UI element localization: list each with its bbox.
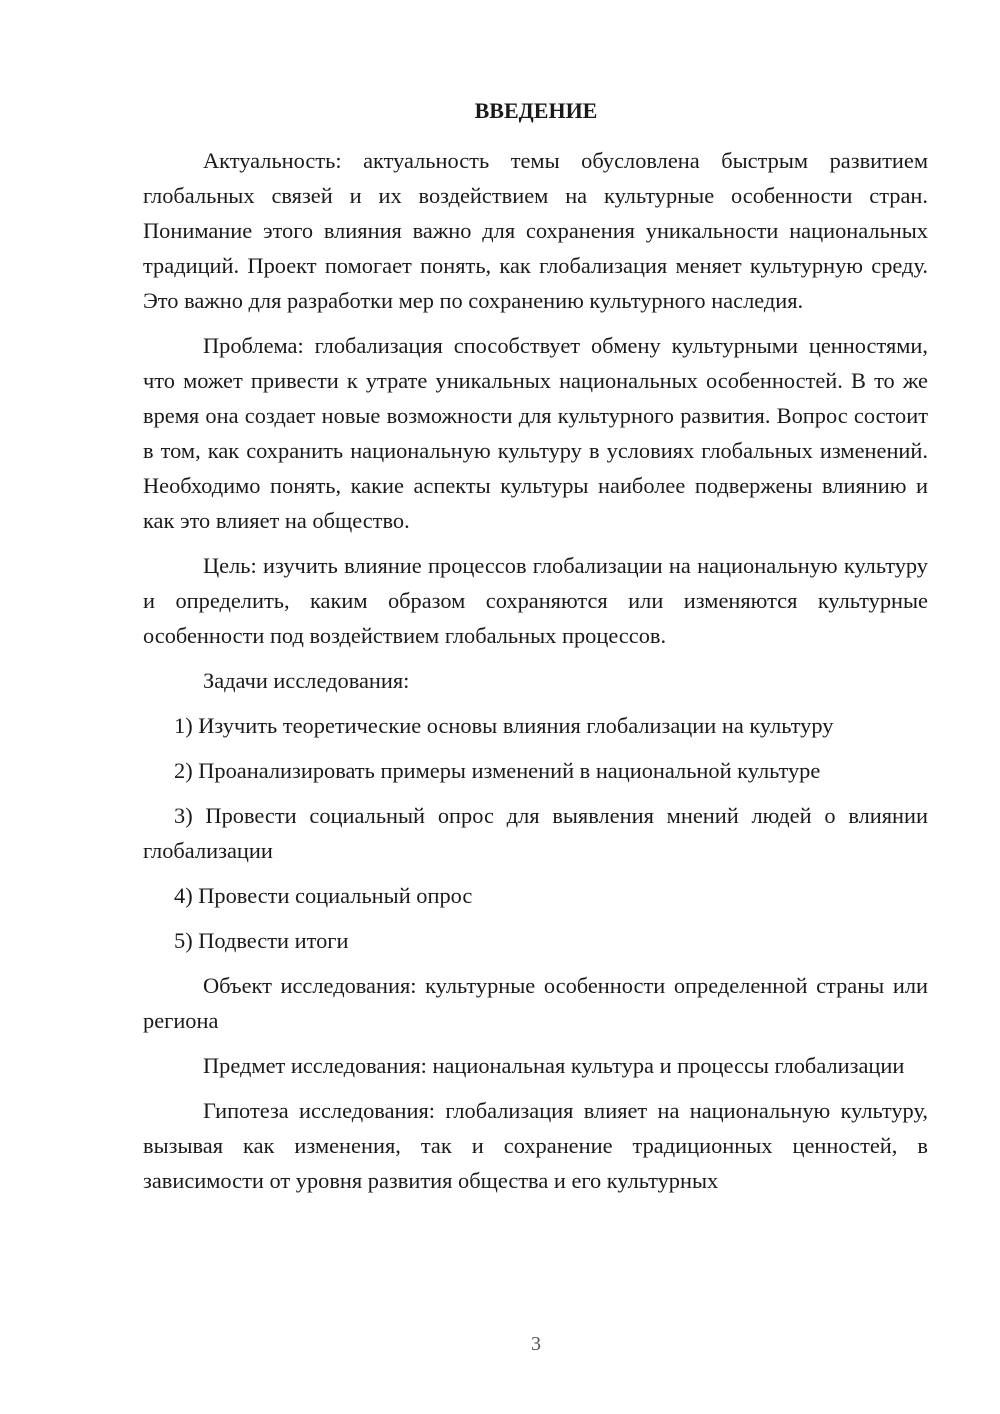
paragraph-goal: Цель: изучить влияние процессов глобализации на национальную культуру и определить, каким образом сохраняются или изменяются культурные особенности под воздействием глобальных процессов.	[143, 553, 928, 648]
task-item: 1) Изучить теоретические основы влияния глобализации на культуру	[174, 713, 834, 738]
page-title: ВВЕДЕНИЕ	[474, 98, 598, 123]
document-body	[143, 143, 928, 1198]
paragraph-tasks-heading: Задачи исследования:	[203, 668, 410, 693]
paragraph-relevance: Актуальность: актуальность темы обусловлена быстрым развитием глобальных связей и их воздействием на культурные особенности стран. Понимание этого влияния важно для сохранения уникальности национальных традиций. Проект помогает понять, как глобализация меняет культурную среду. Это важно для разработки мер по сохранению культурного наследия.	[143, 148, 928, 313]
paragraph-object: Объект исследования: культурные особенности определенной страны или региона	[143, 973, 928, 1033]
paragraph-hypothesis: Гипотеза исследования: глобализация влияет на национальную культуру, вызывая как изменения, так и сохранение традиционных ценностей, в зависимости от уровня развития общества и его культурных	[143, 1098, 928, 1193]
task-item: 3) Провести социальный опрос для выявления мнений людей о влиянии глобализации	[143, 803, 928, 863]
page-number: 3	[531, 1333, 541, 1355]
task-item: 2) Проанализировать примеры изменений в национальной культуре	[174, 758, 821, 783]
paragraph-subject: Предмет исследования: национальная культура и процессы глобализации	[203, 1053, 905, 1078]
paragraph-problem: Проблема: глобализация способствует обмену культурными ценностями, что может привести к утрате уникальных национальных особенностей. В то же время она создает новые возможности для культурного развития. Вопрос состоит в том, как сохранить национальную культуру в условиях глобальных изменений. Необходимо понять, какие аспекты культуры наиболее подвержены влиянию и как это влияет на общество.	[143, 333, 928, 533]
task-item: 4) Провести социальный опрос	[174, 883, 473, 908]
task-item: 5) Подвести итоги	[174, 928, 349, 953]
